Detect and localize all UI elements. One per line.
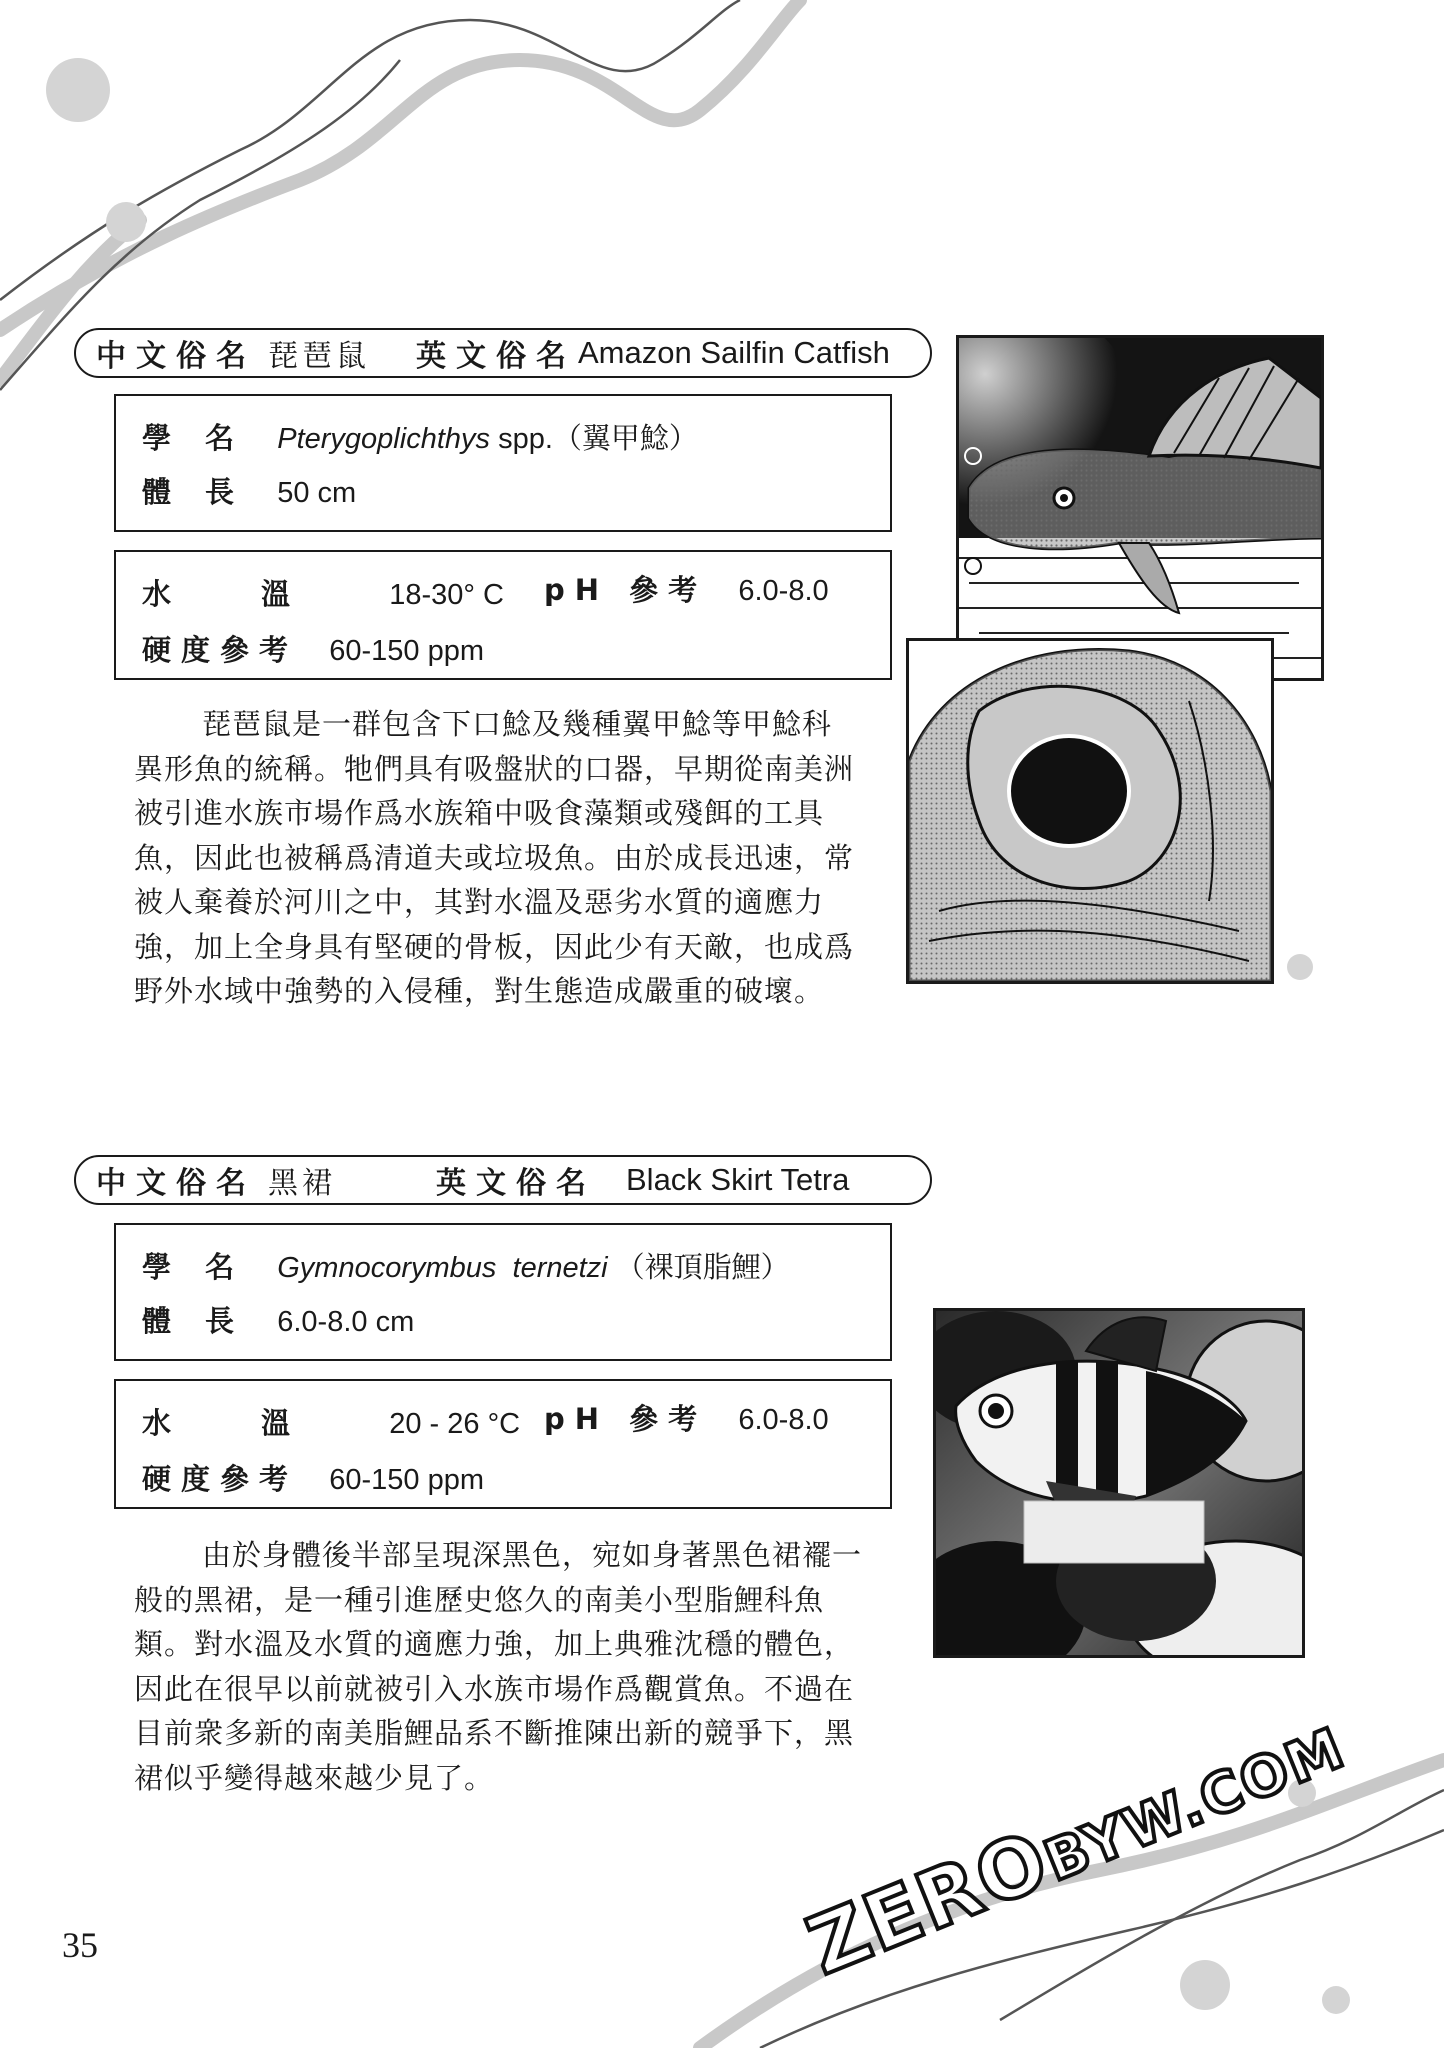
entry2-desc-line: 目前衆多新的南美脂鯉品系不斷推陳出新的競爭下，黑 [134,1716,855,1750]
entry1-description [134,702,870,1014]
entry1-sci-name: Pterygoplichthys [277,423,491,455]
catfish-mouth-illustration [906,638,1274,984]
entry1-cn-label: 中文俗名 [96,339,256,374]
entry2-temp: 20 - 26 °C [389,1408,521,1440]
entry2-desc-line: 般的黑裙，是一種引進歷史悠久的南美小型脂鯉科魚 [134,1582,825,1617]
entry1-desc-line: 被引進水族市場作爲水族箱中吸食藻類或殘餌的工具 [134,796,825,830]
entry2-title-bar [74,1155,932,1205]
entry2-description [134,1533,870,1800]
entry2-water-box [114,1379,892,1509]
watermark-tail: BYW.COM [1035,1715,1355,1895]
entry1-length: 50 cm [277,477,357,509]
entry1-title-bar [74,328,932,378]
entry1-temp-label: 水溫 [142,577,381,611]
entry2-sci-name: Gymnocorymbus ternetzi [277,1252,608,1284]
entry1-desc-line: 被人棄養於河川之中，其對水溫及惡劣水質的適應力 [134,885,825,919]
entry2-desc-line: 類。對水溫及水質的適應力強，加上典雅沈穩的體色， [134,1627,855,1661]
catfish-illustration [956,335,1324,681]
entry1-water-box [114,550,892,680]
entry2-desc-line: 由於身體後半部呈現深黑色，宛如身著黑色裙襬一 [202,1538,863,1572]
tetra-illustration [933,1308,1305,1658]
entry1-ph-label: pH 參考 [544,573,708,607]
entry1-desc-line: 野外水域中強勢的入侵種，對生態造成嚴重的破壞。 [134,974,825,1008]
entry1-desc-line: 強，加上全身具有堅硬的骨板，因此少有天敵，也成爲 [134,929,855,964]
entry1-desc-line: 異形魚的統稱。牠們具有吸盤狀的口器，早期從南美洲 [134,751,855,786]
entry1-hardness: 60-150 ppm [329,635,485,667]
entry2-en-label: 英文俗名 [436,1166,596,1201]
entry2-length-label: 體長 [142,1304,269,1338]
entry1-desc-line: 魚，因此也被稱爲清道夫或垃圾魚。由於成長迅速，常 [134,840,855,875]
entry2-sci-suffix: （裸頂脂鯉） [607,1252,790,1284]
entry1-en-label: 英文俗名 [416,339,576,374]
entry2-length: 6.0-8.0 cm [277,1306,415,1338]
entry2-ph-label: pH 參考 [544,1402,708,1436]
entry1-cn-name: 琵琶鼠 [268,339,370,374]
entry1-length-label: 體長 [142,475,269,509]
entry2-desc-line: 裙似乎變得越來越少見了。 [134,1760,495,1795]
entry2-ph: 6.0-8.0 [738,1404,829,1436]
entry1-desc-line: 琵琶鼠是一群包含下口鯰及幾種翼甲鯰等甲鯰科 [202,707,833,741]
entry1-sci-label: 學名 [142,421,269,455]
entry1-hardness-label: 硬度參考 [142,633,299,667]
entry2-desc-line: 因此在很早以前就被引入水族市場作爲觀賞魚。不過在 [134,1671,855,1706]
entry2-en-name: Black Skirt Tetra [626,1162,850,1197]
entry2-hardness: 60-150 ppm [329,1464,485,1496]
entry1-ph: 6.0-8.0 [738,575,829,607]
entry2-cn-name: 黑裙 [268,1166,336,1201]
entry2-temp-label: 水溫 [142,1406,381,1440]
entry1-temp: 18-30° C [389,579,505,611]
entry1-sci-suffix: spp.（翼甲鯰） [490,423,698,455]
entry1-en-name: Amazon Sailfin Catfish [578,335,890,370]
entry2-sci-label: 學名 [142,1250,269,1284]
entry2-cn-label: 中文俗名 [96,1166,256,1201]
entry2-taxonomy-box [114,1223,892,1361]
entry2-hardness-label: 硬度參考 [142,1462,299,1496]
page-number: 35 [62,1925,98,1965]
entry1-taxonomy-box [114,394,892,532]
watermark-main: ZERO [795,1813,1063,1993]
